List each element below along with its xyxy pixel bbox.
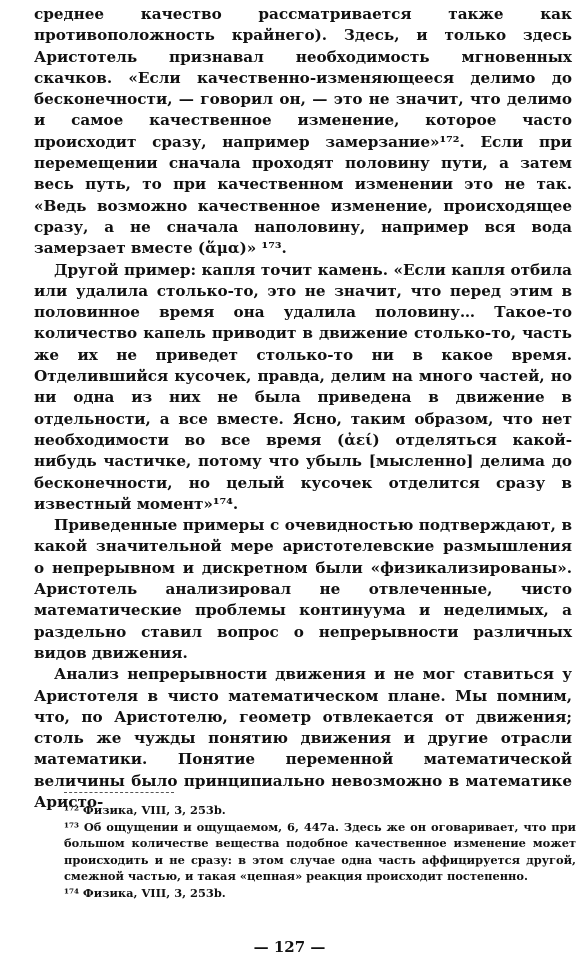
footnote-divider (64, 792, 174, 793)
footnote-174: ¹⁷⁴ Физика, VIII, 3, 253b. (64, 885, 226, 900)
footnote-172: ¹⁷² Физика, VIII, 3, 253b. (64, 803, 226, 817)
paragraph: Другой пример: капля точит камень. «Если капля отбила или удалила столько-то, это не значит, что перед этим в половинное время она удалила половину… Такое-то количество капель приводит в движение столько-то, часть же их не приведет столько-то ни в какое время. Отделившийся кусочек, правда, делим на много частей, но ни одна из них не была приведена в движение в отдельности, а все вместе. Ясно, таким образом, что нет необходимости во все время (ἀεί) отделяться какой-нибудь частичке, потому что убыль [мысленно] делима до бесконечности, но целый кусочек отделится сразу в известный момент»¹⁷⁴. (34, 260, 572, 513)
main-text (34, 4, 572, 813)
footnote-173: ¹⁷³ Об ощущении и ощущаемом, 6, 447a. Здесь же он оговаривает, что при большом количестве вещества подобное качественное изменение может происходить и не сразу: в этом случае одна часть аффицируется другой, смежной частью, и такая «цепная» реакция происходит постепенно. (64, 819, 576, 884)
paragraph: Приведенные примеры с очевидностью подтверждают, в какой значительной мере аристотелевские размышления о непрерывном и дискретном были «физикализированы». Аристотель анализировал не отвлеченные, чисто математические проблемы континуума и неделимых, а раздельно ставил вопрос о непрерывности различных видов движения. (34, 516, 572, 662)
footnotes (64, 802, 576, 902)
page-number: — 127 — (253, 938, 326, 956)
paragraph-continued: среднее качество рассматривается также как противоположность крайнего). Здесь, и только здесь Аристотель признавал необходимость мгновенных скачков. «Если качественно-изменяющееся делимо до бесконечности, — говорил он, — это не значит, что делимо и самое качественное изменение, которое часто происходит сразу, например замерзание»¹⁷². Если при перемещении сначала проходят половину пути, а затем весь путь, то при качественном изменении это не так. «Ведь возможно качественное изменение, происходящее сразу, а не сначала наполовину, например вся вода замерзает вместе (ἅμα)» ¹⁷³. (34, 5, 572, 258)
paragraph: Анализ непрерывности движения и не мог ставиться у Аристотеля в чисто математическом плане. Мы помним, что, по Аристотелю, геометр отвлекается от движения; столь же чужды понятию движения и другие отрасли математики. Понятие переменной математической величины было принципиально невозможно в математике Аристо- (34, 665, 572, 811)
